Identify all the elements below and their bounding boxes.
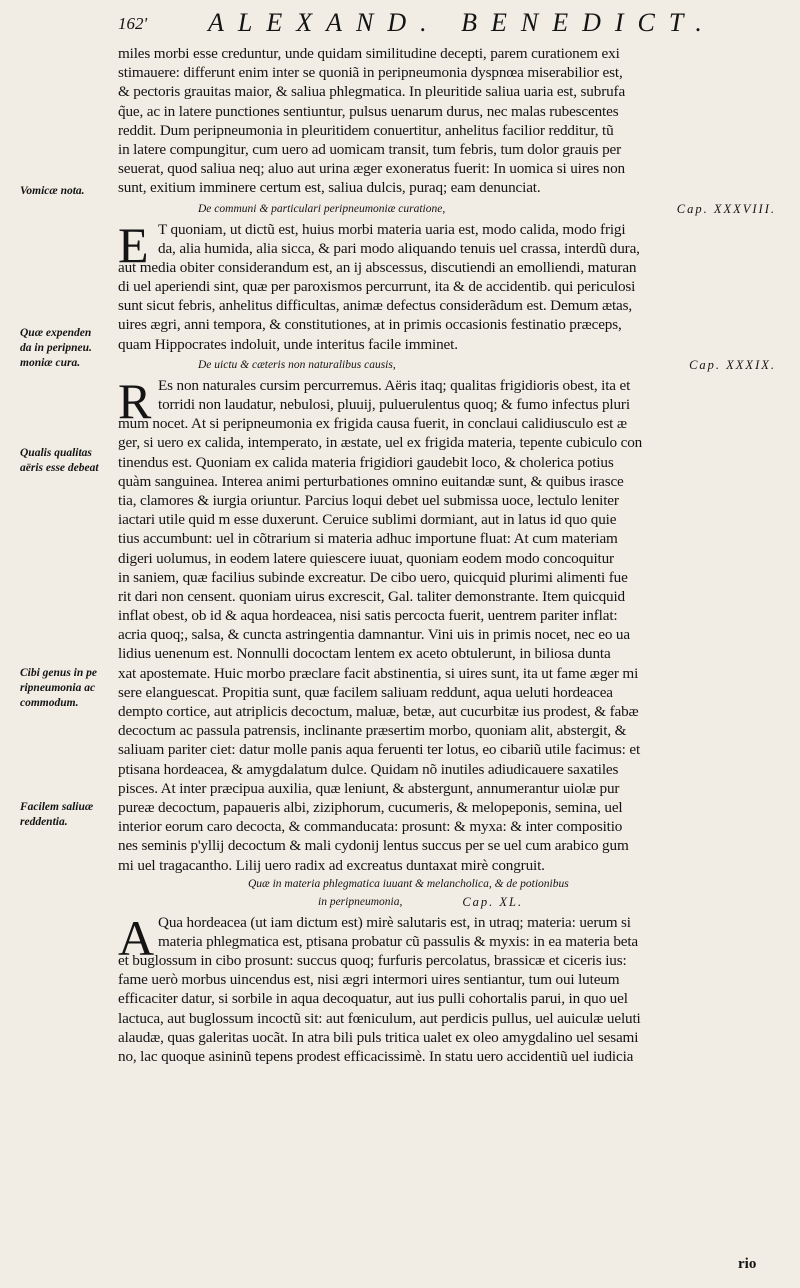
text-line: miles morbi esse creduntur, unde quidam similitudine decepti, parem curationem exi (118, 45, 620, 62)
margin-note: Qualis qualitas aëris esse debeat (20, 447, 99, 474)
text-line: pureæ decoctum, papaueris albi, ziziphorum, cucumeris, & melopeponis, semina, uel (118, 798, 623, 816)
text-line: mum nocet. At si peripneumonia ex frigida causa fuerit, in conclaui calidiusculo est æ (118, 415, 627, 433)
text-line: reddit. Dum peripneumonia in pleuritidem conuertitur, anhelitus facilior redditur, tũ (118, 121, 614, 139)
chapter-heading-continued (118, 893, 782, 913)
text-line: in latere compungitur, cum uero ad uomicam transit, tum febris, tum dolor grauis per (118, 140, 622, 158)
margin-note: Cibi genus in pe ripneumonia ac commodum. (20, 667, 98, 709)
text-line: inflat obest, ob id & aqua hordeacea, nisi satis percocta fuerit, uentrem pariter inflat: (118, 607, 618, 625)
text-line: ger, si uero ex calida, intemperato, in æstate, uel ex frigida materia, tepente cubiculo con (118, 434, 643, 452)
chapter-number: Cap. XXXVIII. (676, 201, 776, 216)
text-line: fame uerò morbus uincendus est, nisi ægri intermori uires sentiantur, tum oui luteum (118, 971, 620, 989)
text-line: sere elanguescat. Propitia sunt, quæ facilem saliuam reddunt, aqua ueluti hordeacea (118, 683, 613, 701)
paragraph (118, 44, 782, 198)
text-line: digeri uolumus, in eodem latere quiescere iuuat, quoniam eodem modo concoquitur (118, 549, 614, 567)
text-line: torridi non laudatur, nebulosi, pluuij, puluerulentus quoq; & fumo infectus pluri (158, 396, 630, 413)
text-line: aut media obiter considerandum est, an ij abscessus, discutiendi an emolliendi, maturan (118, 258, 637, 276)
text-line: alaudæ, quas galeritas uocãt. In atra bili puls tritica ualet ex oleo amygdalino uel sesami (118, 1028, 639, 1046)
chapter-title: De communi & particulari peripneumoniæ curatione, (198, 202, 446, 215)
chapter-title: in peripneumonia, (318, 895, 403, 908)
text-line: pisces. At inter præcipua auxilia, quæ leniunt, & abstergunt, annumerantur uiolæ pur (118, 779, 620, 797)
drop-cap: R (118, 372, 152, 429)
chapter-heading (118, 875, 782, 893)
text-line: sunt sicut febris, anhelitus difficultas, animæ defectus considerãdum est. Demum ætas, (118, 297, 633, 315)
text-line: no, lac quoque asininũ tepens prodest efficacissimè. In statu uero accidentiũ uel iudicia (118, 1048, 634, 1065)
folio-number: 162' (118, 14, 148, 33)
drop-cap: A (118, 909, 155, 966)
text-line: acria quoq;, salsa, & cuncta astringentia damnantur. Vini uis in primis nocet, nec eo ua (118, 626, 630, 644)
catchword: rio (738, 1256, 757, 1272)
text-line: Qua hordeacea (ut iam dictum est) mirè salutaris est, in utraq; materia: uerum si (158, 913, 631, 931)
chapter-heading (118, 354, 782, 376)
margin-note: Facilem saliuæ reddentia. (20, 801, 94, 828)
text-line: tinendus est. Quoniam ex calida materia frigidiori gaudebit loco, & cholerica potius (118, 453, 614, 471)
text-line: iactari utile quid m esse duxerunt. Ceruice sublimi dormiant, aut in latus id quo quie (118, 511, 617, 529)
text-line: lactuca, aut buglossum incoctũ sit: aut fœniculum, aut perdicis pullus, uel auiculæ ueluti (118, 1009, 641, 1027)
text-column (118, 44, 782, 1066)
text-line: materia phlegmatica est, ptisana probatur cũ passulis & myxis: in ea materia beta (158, 932, 639, 950)
text-line: tia, clamores & iurgia oriuntur. Parcius loqui debet uel submissa uoce, lectulo leniter (118, 491, 619, 509)
text-line: tius accumbunt: uel in cõtrarium si materia adhuc importune fluat: At cum materiam (118, 530, 618, 548)
chapter-number: Cap. XXXIX. (689, 357, 776, 372)
paragraph (118, 216, 782, 354)
page-header (118, 8, 778, 38)
chapter-heading (118, 198, 782, 220)
paragraph (118, 372, 782, 875)
text-line: uires ægri, anni tempora, & constitutiones, at in primis occasionis festinatio præceps, (118, 316, 622, 334)
text-line: xat apostemate. Huic morbo præclare facit abstinentia, si uires sunt, ita ut fame æger mi (118, 664, 639, 682)
text-line: interior eorum caro decocta, & commanducata: prosunt: & myxa: & inter compositio (118, 818, 623, 836)
chapter-title: Quæ in materia phlegmatica iuuant & melancholica, & de potionibus (248, 877, 569, 890)
text-line: decoctum ac passula patrensis, inclinante præsertim morbo, quoniam alit, abstergit, & (118, 722, 627, 740)
chapter-number: Cap. XL. (462, 894, 524, 909)
margin-note: Quæ expenden da in peripneu. moniæ cura. (20, 327, 92, 369)
text-line: T quoniam, ut dictũ est, huius morbi materia uaria est, modo calida, modo frigi (158, 220, 626, 238)
running-head: ALEXAND. BENEDICT. (208, 8, 716, 37)
text-line: quàm sanguinea. Interea animi perturbationes omnino euitandæ sunt, & quibus irasce (118, 472, 624, 490)
text-line: stimauere: differunt enim inter se quoniã in peripneumonia dyspnœa miserabilior est, (118, 64, 623, 82)
text-line: ptisana hordeacea, & amygdalatum dulce. Quidam nõ inutiles adiudicauere saxatiles (118, 760, 619, 778)
chapter-title: De uictu & cæteris non naturalibus causis, (198, 358, 396, 371)
text-line: dempto cortice, aut atriplicis decoctum, maluæ, betæ, aut cucurbitæ ius prodest, & fabæ (118, 703, 639, 720)
drop-cap: E (118, 216, 149, 273)
text-line: & pectoris grauitas maior, & saliua phlegmatica. In pleuritide saliua uaria est, subrufa (118, 83, 626, 101)
text-line: in saniem, quæ facilius subinde excreatur. De cibo uero, quicquid plurimi alimenti fue (118, 568, 628, 586)
text-line: sunt, exitium imminere certum est, saliua dulcis, puraq; eam denunciat. (118, 179, 541, 197)
margin-note: Vomicæ nota. (20, 185, 85, 197)
text-line: da, alia humida, alia sicca, & pari modo aliquando tenuis uel crassa, interdũ dura, (158, 239, 640, 257)
paragraph (118, 909, 782, 1067)
text-line: nes seminis p'yllij decoctum & mali cydonij lentus succus per se uel cum arabico gum (118, 837, 629, 855)
text-line: Es non naturales cursim percurremus. Aëris itaq; qualitas frigidioris obest, ita et (158, 376, 631, 394)
text-line: di uel aperiendi sint, quæ per paroxismos percurrunt, ita & de accidentib. qui periculosi (118, 278, 636, 296)
text-line: saliuam pariter ciet: datur molle panis aqua feruenti ter lotus, eo cibariũ utile facimus: et (118, 741, 641, 759)
text-line: efficaciter datur, si sorbile in aqua decoquatur, aut ius pulli cohortalis parui, in quo uel (118, 990, 628, 1008)
text-line: seuerat, quod saliua neq; aluo aut urina æger exoneratus fuerit: In uomica si uires non (118, 160, 625, 178)
text-line: et buglossum in cibo prosunt: succus quoq; furfuris percolatus, brassicæ et ciceris ius: (118, 952, 627, 970)
text-line: quam Hippocrates indoluit, unde interitus facile imminet. (118, 335, 458, 353)
text-line: lidius uenenum est. Nonnulli dococtam lentem ex aceto obtulerunt, in biliosa dunta (118, 645, 611, 663)
text-line: q̃ue, ac in latere punctiones sentiuntur, pulsus uenarum durus, nec malas rubescentes (118, 102, 619, 120)
text-line: rit dari non censent. quoniam uirus excrescit, Gal. taliter demonstrante. Item quicquid (118, 587, 625, 605)
text-line: mi uel tragacantho. Lilij uero radix ad excreatus duntaxat mirè congruit. (118, 856, 545, 874)
